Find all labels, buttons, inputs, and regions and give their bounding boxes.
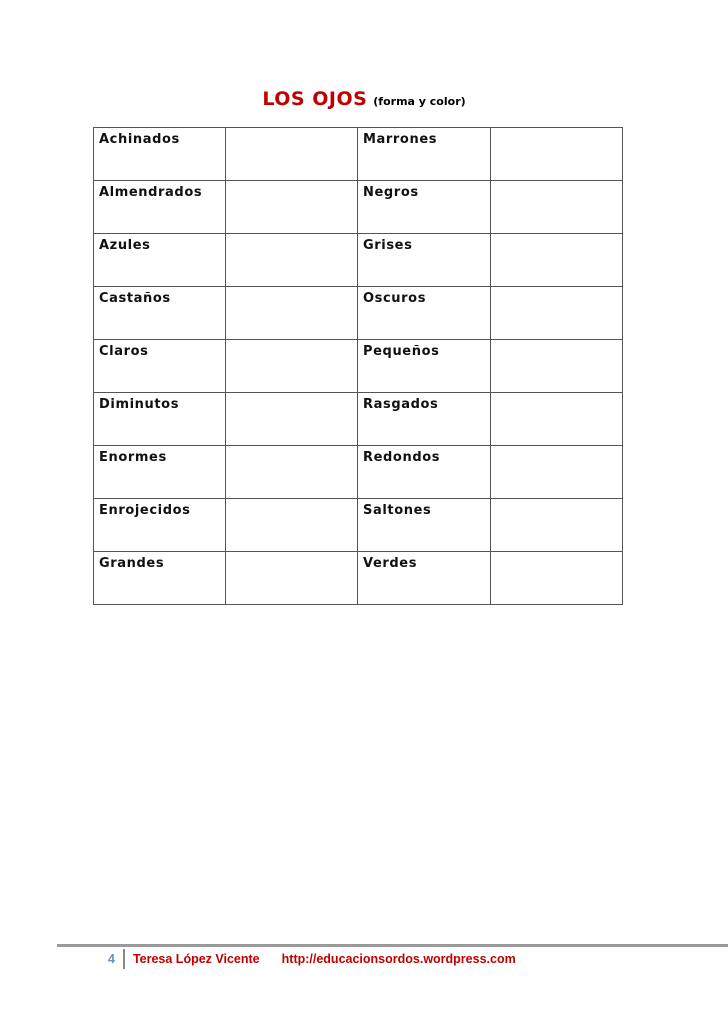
table-row <box>94 340 623 393</box>
word-cell: Azules <box>94 234 226 287</box>
word-cell: Verdes <box>358 552 491 605</box>
page-footer <box>108 948 516 970</box>
blank-cell <box>491 552 623 605</box>
blank-cell <box>226 393 358 446</box>
page-title <box>0 88 728 110</box>
word-cell: Pequeños <box>358 340 491 393</box>
title-subtitle: (forma y color) <box>373 95 466 108</box>
word-cell: Marrones <box>358 128 491 181</box>
word-cell: Grandes <box>94 552 226 605</box>
table-row <box>94 287 623 340</box>
footer-url-link[interactable]: http://educacionsordos.wordpress.com <box>281 952 516 966</box>
blank-cell <box>491 499 623 552</box>
word-cell: Claros <box>94 340 226 393</box>
footer-separator <box>123 949 125 969</box>
table-row <box>94 234 623 287</box>
blank-cell <box>491 234 623 287</box>
word-cell: Enrojecidos <box>94 499 226 552</box>
footer-author: Teresa López Vicente <box>132 952 260 966</box>
table-row <box>94 128 623 181</box>
page-number: 4 <box>108 952 115 966</box>
blank-cell <box>491 446 623 499</box>
word-cell: Negros <box>358 181 491 234</box>
word-cell: Achinados <box>94 128 226 181</box>
blank-cell <box>226 446 358 499</box>
blank-cell <box>226 181 358 234</box>
word-cell: Rasgados <box>358 393 491 446</box>
word-cell: Diminutos <box>94 393 226 446</box>
title-main: LOS OJOS <box>262 88 368 110</box>
blank-cell <box>226 287 358 340</box>
blank-cell <box>491 128 623 181</box>
blank-cell <box>226 552 358 605</box>
blank-cell <box>491 181 623 234</box>
word-cell: Enormes <box>94 446 226 499</box>
blank-cell <box>226 234 358 287</box>
blank-cell <box>226 499 358 552</box>
table-row <box>94 499 623 552</box>
blank-cell <box>226 340 358 393</box>
table-row <box>94 552 623 605</box>
word-cell: Castaños <box>94 287 226 340</box>
blank-cell <box>491 287 623 340</box>
blank-cell <box>226 128 358 181</box>
word-cell: Oscuros <box>358 287 491 340</box>
table-row <box>94 446 623 499</box>
word-cell: Redondos <box>358 446 491 499</box>
footer-divider <box>57 944 728 947</box>
word-cell: Saltones <box>358 499 491 552</box>
word-cell: Almendrados <box>94 181 226 234</box>
table-row <box>94 393 623 446</box>
table-row <box>94 181 623 234</box>
vocabulary-table <box>93 127 623 605</box>
blank-cell <box>491 393 623 446</box>
word-cell: Grises <box>358 234 491 287</box>
blank-cell <box>491 340 623 393</box>
